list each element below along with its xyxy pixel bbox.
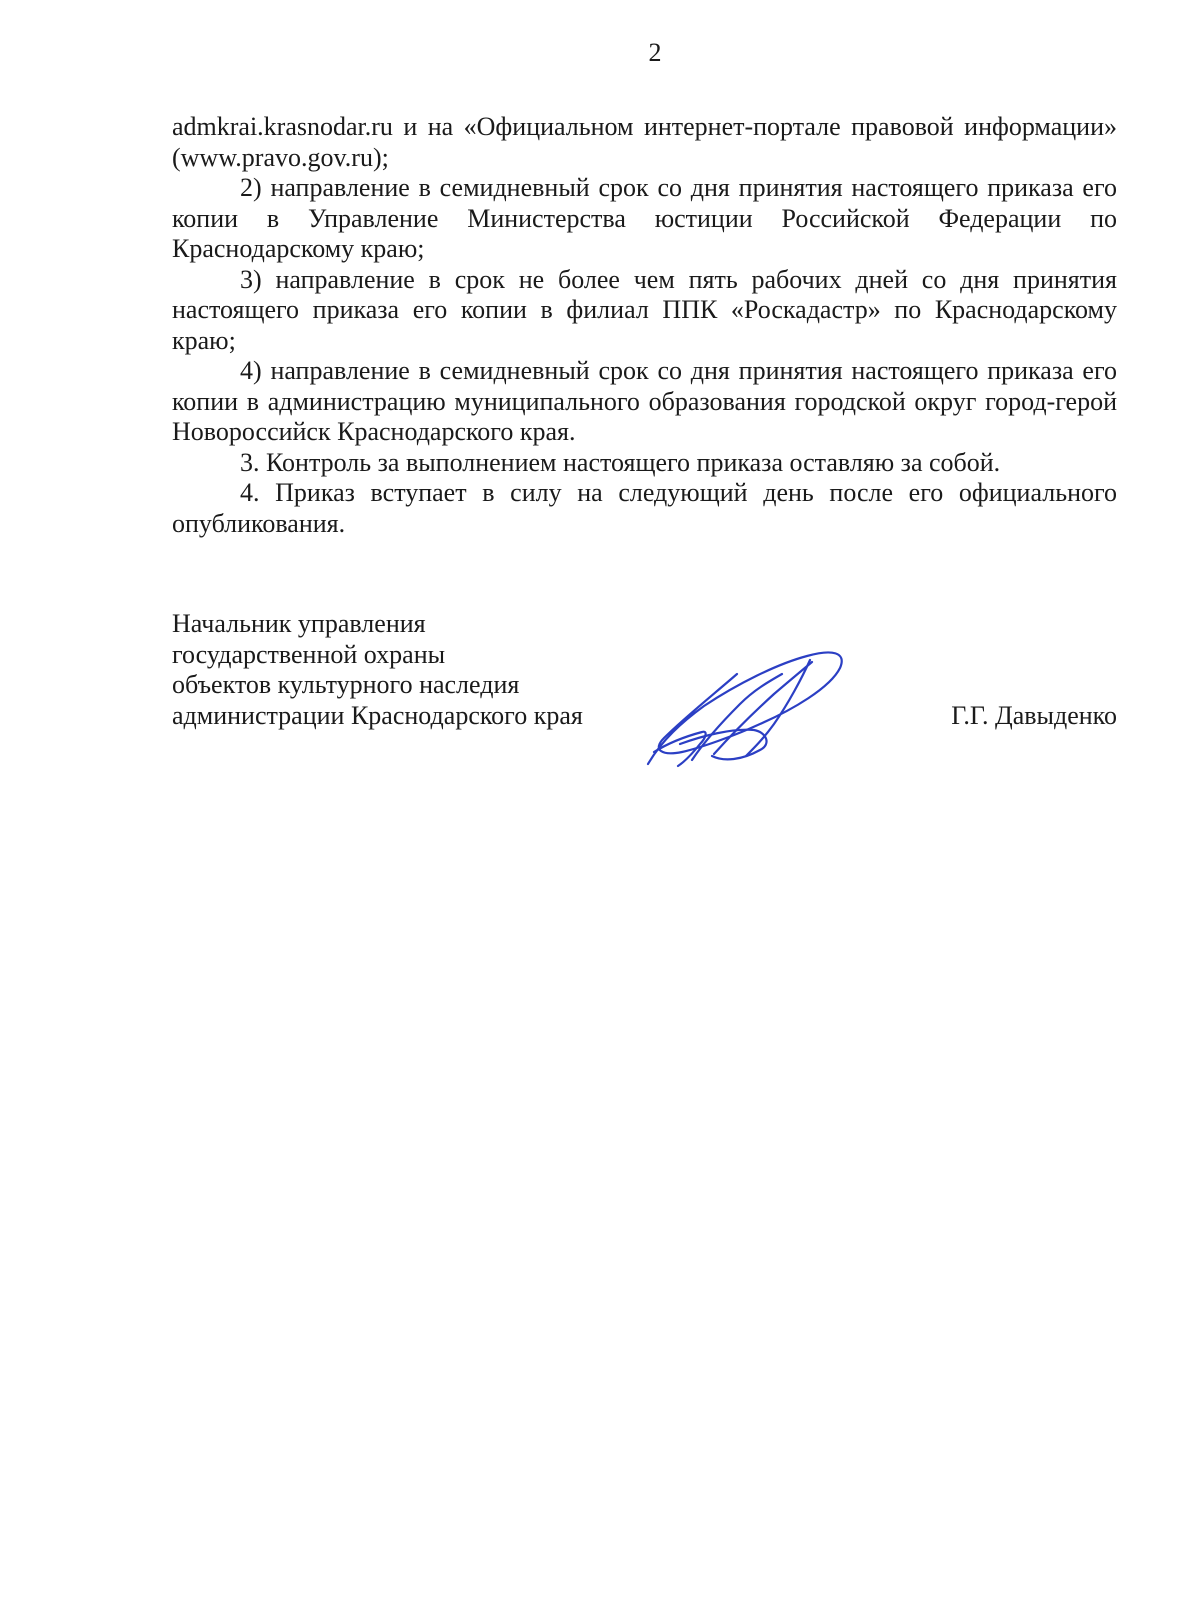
paragraph-item-2: 2) направление в семидневный срок со дня принятия настоящего приказа его копии в Управление Министерства юстиции Российской Федерации по Краснодарскому краю;	[172, 173, 1117, 263]
document-body	[172, 112, 1117, 539]
signer-title-line: администрации Краснодарского края	[172, 700, 583, 730]
paragraph-clause-4: 4. Приказ вступает в силу на следующий день после его официального опубликования.	[172, 478, 1117, 538]
paragraph-continuation: admkrai.krasnodar.ru и на «Официальном интернет-портале правовой информации» (www.pravo.gov.ru);	[172, 112, 1117, 172]
signer-title	[172, 609, 583, 731]
signer-title-line: Начальник управления	[172, 609, 426, 638]
signature-block	[172, 609, 1117, 779]
signer-title-line: государственной охраны	[172, 639, 446, 669]
handwritten-signature	[642, 644, 862, 774]
paragraph-item-4: 4) направление в семидневный срок со дня принятия настоящего приказа его копии в администрацию муниципального образования городской округ город-герой Новороссийск Краснодарского края.	[172, 356, 1117, 446]
signer-name: Г.Г. Давыденко	[951, 700, 1117, 730]
paragraph-clause-3: 3. Контроль за выполнением настоящего приказа оставляю за собой.	[240, 447, 1001, 477]
page-number: 2	[648, 38, 662, 67]
signer-title-line: объектов культурного наследия	[172, 670, 520, 699]
paragraph-item-3: 3) направление в срок не более чем пять рабочих дней со дня принятия настоящего приказа его копии в филиал ППК «Роскадастр» по Краснодарскому краю;	[172, 264, 1117, 355]
